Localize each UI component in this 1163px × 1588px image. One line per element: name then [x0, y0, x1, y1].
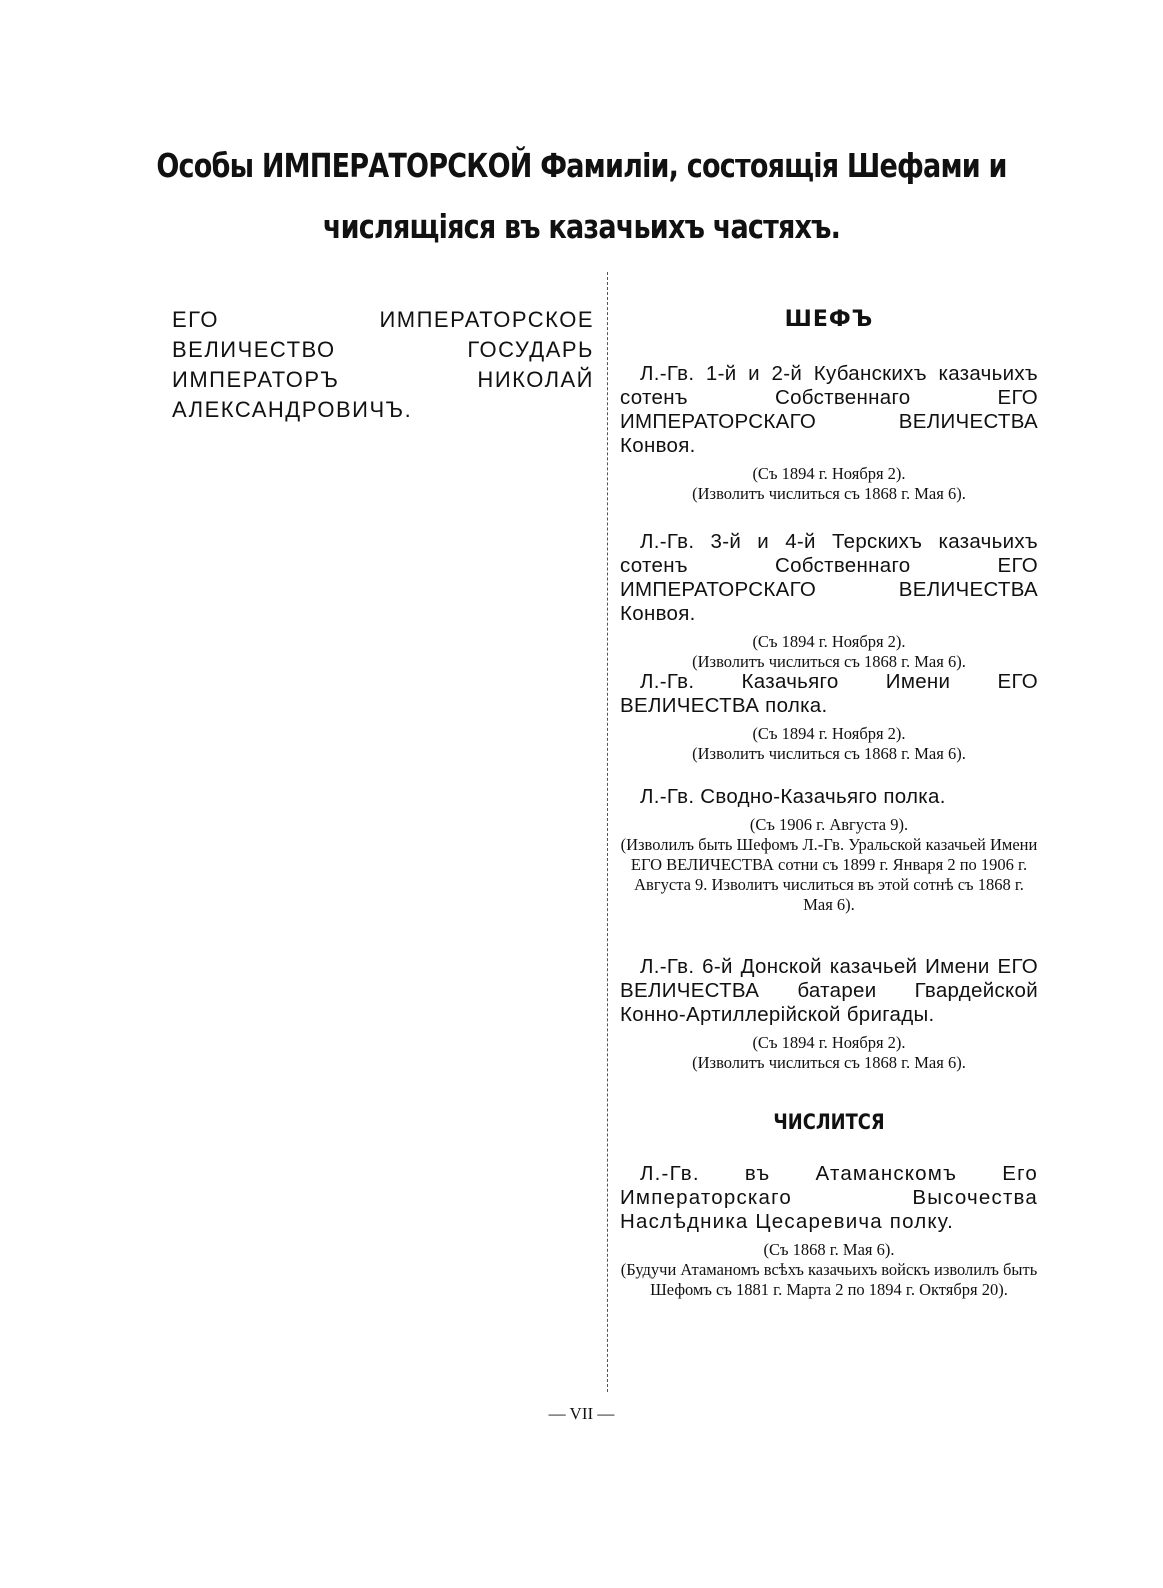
- shef-entry: [620, 362, 1038, 504]
- entry-detail-note: (Изволилъ быть Шефомъ Л.-Гв. Уральской казачьей Имени ЕГО ВЕЛИЧЕСТВА сотни съ 1899 г. Января 2 по 1906 г. Августа 9. Изволитъ числиться въ этой сотнѣ съ 1868 г. Мая 6).: [620, 835, 1038, 914]
- page-title-line-1: Особы ИМПЕРАТОРСКОЙ Фамиліи, состоящія Шефами и: [156, 146, 1007, 185]
- column-divider: [607, 272, 608, 1392]
- page-title-line-2: числящіяся въ казачьихъ частяхъ.: [322, 207, 841, 246]
- entry-text: Л.-Гв. 6-й Донской казачьей Имени ЕГО ВЕЛИЧЕСТВА батареи Гвардейской Конно-Артиллерійской бригады.: [620, 955, 1038, 1026]
- entry-text: Л.-Гв. въ Атаманскомъ Его Императорскаго Высочества Наслѣдника Цесаревича полку.: [620, 1162, 1038, 1233]
- shef-entry: [620, 670, 1038, 764]
- section-heading-chislitsya: ЧИСЛИТСЯ: [773, 1110, 885, 1134]
- entry-date-note: (Съ 1894 г. Ноября 2).: [752, 464, 906, 483]
- left-column: [172, 305, 594, 425]
- entry-date-note: (Съ 1894 г. Ноября 2).: [752, 632, 906, 651]
- section-heading-shef: ШЕФЪ: [784, 307, 874, 332]
- entry-date-note: (Съ 1868 г. Мая 6).: [763, 1240, 895, 1259]
- shef-entry: [620, 955, 1038, 1073]
- person-name: ЕГО ИМПЕРАТОРСКОЕ ВЕЛИЧЕСТВО ГОСУДАРЬ ИМПЕРАТОРЪ НИКОЛАЙ АЛЕКСАНДРОВИЧЪ.: [172, 307, 594, 422]
- entry-text: Л.-Гв. Сводно-Казачьяго полка.: [640, 785, 946, 808]
- shef-entry: [620, 785, 1038, 915]
- shef-entry: [620, 530, 1038, 672]
- entry-detail-note: (Изволитъ числиться съ 1868 г. Мая 6).: [692, 484, 966, 503]
- entry-date-note: (Съ 1894 г. Ноября 2).: [752, 1033, 906, 1052]
- entry-detail-note: (Изволитъ числиться съ 1868 г. Мая 6).: [692, 1053, 966, 1072]
- chislitsya-entry: [620, 1162, 1038, 1300]
- entry-date-note: (Съ 1906 г. Августа 9).: [749, 815, 909, 834]
- entry-detail-note: (Изволитъ числиться съ 1868 г. Мая 6).: [692, 744, 966, 763]
- entry-detail-note: (Изволитъ числиться съ 1868 г. Мая 6).: [692, 652, 966, 671]
- entry-text: Л.-Гв. Казачьяго Имени ЕГО ВЕЛИЧЕСТВА полка.: [620, 670, 1038, 717]
- entry-date-note: (Съ 1894 г. Ноября 2).: [752, 724, 906, 743]
- entry-text: Л.-Гв. 1-й и 2-й Кубанскихъ казачьихъ сотенъ Собственнаго ЕГО ИМПЕРАТОРСКАГО ВЕЛИЧЕСТВА Конвоя.: [620, 362, 1038, 457]
- entry-detail-note: (Будучи Атаманомъ всѣхъ казачьихъ войскъ изволилъ быть Шефомъ съ 1881 г. Марта 2 по 1894 г. Октября 20).: [620, 1260, 1038, 1299]
- entry-text: Л.-Гв. 3-й и 4-й Терскихъ казачьихъ сотенъ Собственнаго ЕГО ИМПЕРАТОРСКАГО ВЕЛИЧЕСТВА Конвоя.: [620, 530, 1038, 625]
- page-number: — VII —: [548, 1404, 615, 1423]
